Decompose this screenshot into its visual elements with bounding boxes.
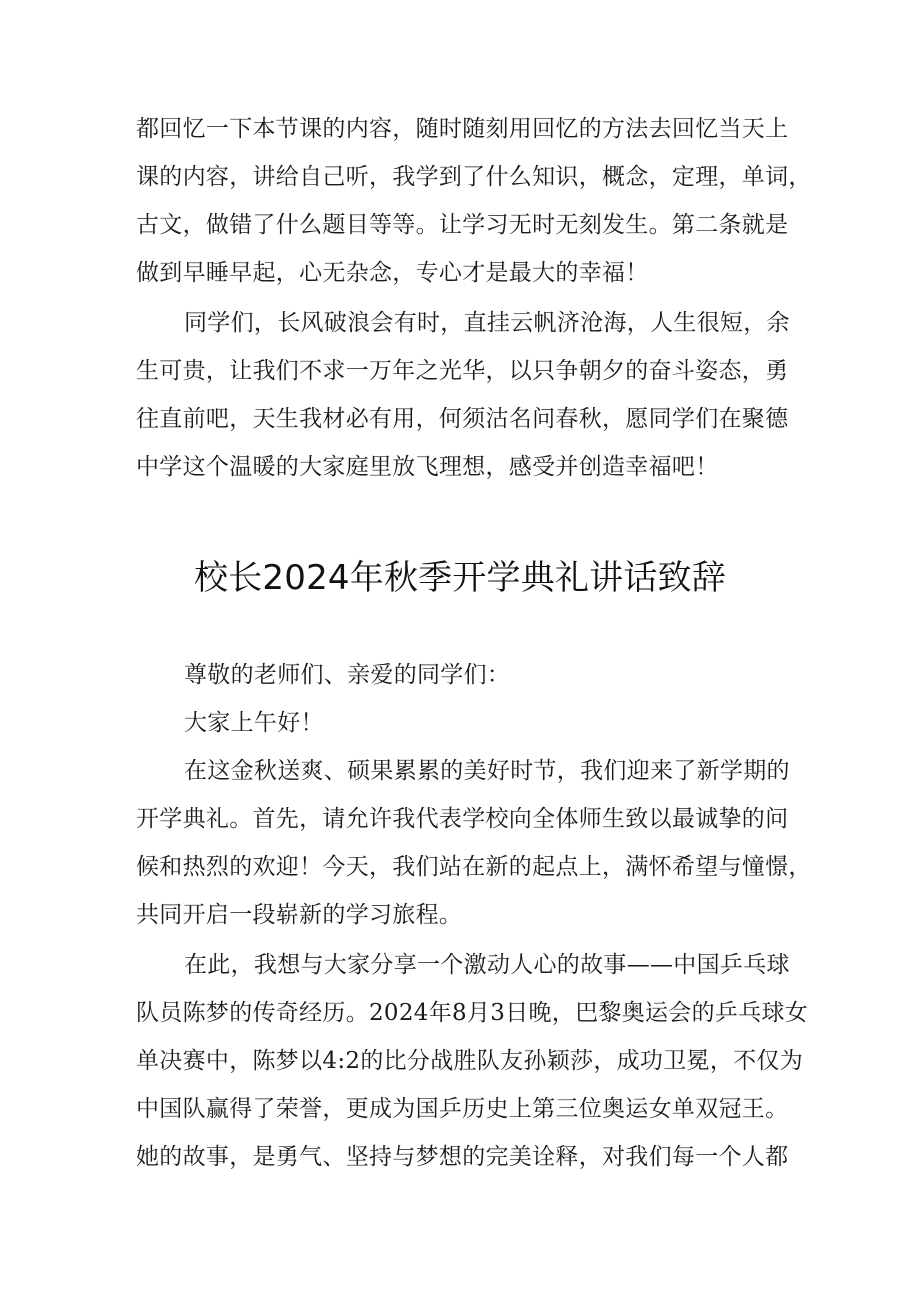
text-line: 中学这个温暖的大家庭里放飞理想，感受并创造幸福吧！ <box>136 454 719 480</box>
text-line: 她的故事，是勇气、坚持与梦想的完美诠释，对我们每一个人都 <box>136 1144 789 1170</box>
salutation: 尊敬的老师们、亲爱的同学们： <box>184 662 511 688</box>
text-line: 在这金秋送爽、硕果累累的美好时节，我们迎来了新学期的 <box>184 758 790 784</box>
text-line: 开学典礼。首先，请允许我代表学校向全体师生致以最诚挚的问 <box>136 806 789 832</box>
text-line: 生可贵，让我们不求一万年之光华，以只争朝夕的奋斗姿态，勇 <box>136 358 789 384</box>
text-line: 往直前吧，天生我材必有用，何须沽名问春秋，愿同学们在聚德 <box>136 406 789 432</box>
text-line: 课的内容，讲给自己听，我学到了什么知识，概念，定理，单词， <box>136 164 812 190</box>
text-line: 同学们，长风破浪会有时，直挂云帆济沧海，人生很短，余 <box>184 310 790 336</box>
text-line: 单决赛中，陈梦以4:2的比分战胜队友孙颖莎，成功卫冕，不仅为 <box>136 1048 804 1074</box>
text-line: 候和热烈的欢迎！今天，我们站在新的起点上，满怀希望与憧憬， <box>136 854 812 880</box>
text-line: 都回忆一下本节课的内容，随时随刻用回忆的方法去回忆当天上 <box>136 116 789 142</box>
text-line: 队员陈梦的传奇经历。2024年8月3日晚，巴黎奥运会的乒乓球女 <box>136 1000 809 1026</box>
page-title: 校长2024年秋季开学典礼讲话致辞 <box>194 558 726 598</box>
greeting: 大家上午好！ <box>184 710 324 736</box>
text-line: 古文，做错了什么题目等等。让学习无时无刻发生。第二条就是 <box>136 212 789 238</box>
text-line: 在此，我想与大家分享一个激动人心的故事——中国乒乓球 <box>184 952 790 978</box>
text-line: 中国队赢得了荣誉，更成为国乒历史上第三位奥运女单双冠王。 <box>136 1096 789 1122</box>
text-line: 做到早睡早起，心无杂念，专心才是最大的幸福！ <box>136 260 649 286</box>
text-line: 共同开启一段崭新的学习旅程。 <box>136 902 463 928</box>
